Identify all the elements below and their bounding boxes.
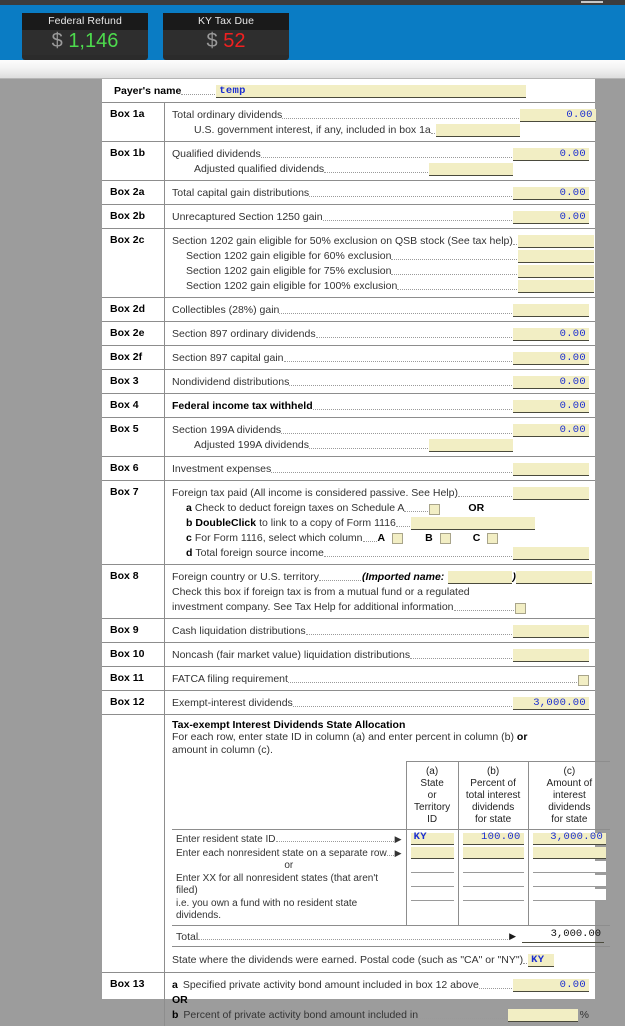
field-value: 0.00 (559, 211, 586, 223)
box-label: Box 12 (110, 696, 145, 708)
box-content (164, 691, 595, 714)
row-label-nonresident (176, 847, 402, 861)
column-c-label: C (472, 532, 481, 544)
leader-dots (387, 848, 394, 856)
line-label: to link to a copy of Form 1116 (259, 517, 396, 529)
payer-name-row (102, 79, 595, 103)
row-label-or: or (284, 860, 294, 871)
kpi-ky-tax-due-label: KY Tax Due (163, 13, 289, 30)
line-label: Section 1202 gain eligible for 75% exclusion (186, 265, 392, 277)
box-row-2c (102, 229, 595, 298)
allocation-content (164, 715, 610, 972)
or-separator: OR (468, 502, 485, 514)
line-label: Section 897 ordinary dividends (172, 328, 316, 340)
row-label-text: Enter each nonresident state on a separate row (176, 847, 387, 859)
allocation-note-or: or (516, 731, 528, 743)
line-label: Noncash (fair market value) liquidation distributions (172, 649, 411, 661)
leader-dots (198, 930, 508, 940)
alloc-row-4-amount-input[interactable] (533, 875, 607, 887)
line-label: Check this box if foreign tax is from a mutual fund or a regulated (172, 586, 470, 598)
column-c-cells (528, 830, 610, 926)
alloc-row-5-percent-input[interactable] (463, 889, 524, 901)
row-label-xx-2: i.e. you own a fund with no resident state dividends. (176, 897, 358, 921)
box-row-2a (102, 181, 595, 205)
box-row-6 (102, 457, 595, 481)
box-7-foreign-tax-paid-input[interactable] (513, 487, 589, 500)
federal-refund-amount: 1,146 (68, 30, 119, 52)
line-label: Section 1202 gain eligible for 60% exclusion (186, 250, 392, 262)
leader-dots (282, 109, 518, 119)
sub-marker-d: d (186, 547, 193, 559)
line-label: Percent of private activity bond amount included in (183, 1008, 419, 1021)
leader-dots (323, 211, 512, 221)
col-b-key: (b) (486, 766, 500, 777)
col-c-l2: interest (552, 790, 586, 801)
box-content (164, 346, 595, 369)
box-label: Box 2e (110, 327, 145, 339)
box-label: Box 8 (110, 570, 139, 582)
line-label: Foreign country or U.S. territory (172, 571, 320, 583)
box-10-noncash-liquidation-input[interactable] (513, 649, 589, 662)
arrow-icon: ▶ (394, 847, 402, 858)
box-row-9 (102, 619, 595, 643)
kpi-federal-refund-label: Federal Refund (22, 13, 148, 30)
alloc-row-1-amount-input[interactable] (533, 833, 607, 845)
box-content (164, 298, 595, 321)
box-row-2b (102, 205, 595, 229)
box-content (164, 370, 595, 393)
box-8-imported-name-input[interactable] (448, 571, 512, 584)
leader-dots (289, 376, 512, 386)
state-allocation-table (172, 761, 610, 926)
line-label: Check to deduct foreign taxes on Schedule A (194, 502, 405, 514)
field-value: 0.00 (559, 148, 586, 160)
alloc-row-1-state-input[interactable] (411, 833, 454, 845)
line-label: Exempt-interest dividends (172, 697, 293, 709)
line-label: Adjusted 199A dividends (194, 439, 310, 451)
or-separator: OR (172, 993, 188, 1006)
line-label: Qualified dividends (172, 148, 261, 160)
kpi-federal-refund-value (22, 30, 148, 55)
minimize-icon[interactable] (581, 1, 603, 3)
box-content (164, 394, 595, 417)
line-label: Cash liquidation distributions (172, 625, 306, 637)
column-a-label: A (377, 532, 386, 544)
box-row-7 (102, 481, 595, 565)
box-row-5 (102, 418, 595, 457)
leader-dots (284, 352, 513, 362)
line-label: Total ordinary dividends (172, 109, 283, 121)
box-label: Box 2d (110, 303, 146, 315)
box-label: Box 7 (110, 486, 139, 498)
field-value: 0.00 (559, 328, 586, 340)
box-content (164, 142, 595, 180)
box-label: Box 11 (110, 672, 144, 684)
box-row-2e (102, 322, 595, 346)
box-label: Box 2a (110, 186, 145, 198)
line-label: Specified private activity bond amount included in box 12 above (182, 978, 479, 991)
box-label: Box 1b (110, 147, 146, 159)
box-label: Box 2c (110, 234, 145, 246)
line-label: Collectibles (28%) gain (172, 304, 280, 316)
percent-sign: % (579, 1008, 589, 1021)
line-label: U.S. government interest, if any, included in box 1a (194, 124, 431, 136)
box-2f-897-capital-gain-input[interactable] (513, 352, 589, 365)
line-label: Adjusted qualified dividends (194, 163, 325, 175)
box-row-11 (102, 667, 595, 691)
leader-dots (479, 979, 512, 989)
box-11-fatca-checkbox[interactable] (578, 675, 589, 686)
row-label-xx-1: Enter XX for all nonresident states (that aren't filed) (176, 872, 379, 896)
refund-banner (0, 5, 625, 60)
toolbar-strip (0, 60, 625, 79)
leader-dots (454, 601, 514, 611)
line-label: FATCA filing requirement (172, 673, 288, 685)
total-label: Total (176, 930, 199, 943)
box-content (164, 565, 598, 618)
leader-dots (431, 124, 435, 134)
box-2c-1202-60pct-input[interactable] (518, 250, 594, 263)
currency-symbol: $ (206, 30, 218, 52)
box-13b-private-activity-bond-percent-input[interactable] (508, 1009, 578, 1022)
col-a-l4: ID (427, 814, 438, 825)
alloc-row-2-percent-input[interactable] (463, 847, 524, 859)
box-7c-column-a-checkbox[interactable] (392, 533, 403, 544)
payer-name-cell (102, 79, 595, 102)
alloc-row-2-state-input[interactable] (411, 847, 454, 859)
kpi-ky-tax-due-value (163, 30, 289, 55)
field-value: 0.00 (559, 187, 586, 199)
col-a-l3: Territory (414, 802, 451, 813)
sub-marker-b: b (186, 517, 193, 529)
leader-dots (306, 625, 512, 635)
header-spacer-cell (172, 762, 406, 830)
box-5-199a-dividends-input[interactable] (513, 424, 589, 437)
doubleclick-label: DoubleClick (195, 517, 257, 529)
alloc-row-4-state-input[interactable] (411, 875, 454, 887)
leader-dots (271, 463, 512, 473)
line-label: Unrecaptured Section 1250 gain (172, 211, 323, 223)
box-label: Box 4 (110, 399, 139, 411)
payer-name-value: temp (219, 85, 246, 97)
box-content (164, 619, 595, 642)
box-13a-private-activity-bond-amount-input[interactable] (513, 979, 589, 992)
row-labels-cell (172, 830, 406, 926)
leader-dots (293, 697, 512, 707)
col-a-l2: or (427, 790, 437, 801)
sub-marker-c: c (186, 532, 192, 544)
allocation-title: Tax-exempt Interest Dividends State Allocation (172, 719, 406, 731)
col-c-stack (529, 830, 611, 906)
line-label: Section 199A dividends (172, 424, 282, 436)
line-label: Investment expenses (172, 463, 272, 475)
form-canvas (0, 79, 625, 1021)
box-1a-us-govt-interest-input[interactable] (436, 124, 520, 137)
currency-symbol: $ (51, 30, 63, 52)
leader-dots (313, 400, 512, 410)
field-value: 0.00 (559, 400, 586, 412)
kpi-ky-tax-due[interactable] (163, 13, 289, 60)
field-value: 0.00 (566, 109, 593, 121)
leader-dots (279, 304, 512, 314)
arrow-icon: ▶ (509, 930, 517, 941)
box-6-investment-expenses-input[interactable] (513, 463, 589, 476)
box-row-10 (102, 643, 595, 667)
leader-dots (458, 487, 512, 497)
leader-dots (418, 1009, 507, 1019)
row-labels (172, 830, 406, 925)
leader-dots (513, 235, 517, 245)
box-row-3 (102, 370, 595, 394)
leader-dots (391, 265, 516, 275)
leader-dots (261, 148, 512, 158)
box-row-8 (102, 565, 595, 619)
column-b-cells (458, 830, 528, 926)
line-label: Section 1202 gain eligible for 100% exclusion (186, 280, 398, 292)
leader-dots (324, 547, 512, 557)
line-label: Federal income tax withheld (172, 400, 313, 412)
alloc-row-3-state-input[interactable] (411, 861, 454, 873)
row-label-resident (176, 833, 402, 847)
column-header-b (458, 762, 528, 830)
box-2c-1202-50pct-input[interactable] (518, 235, 594, 248)
box-2e-897-ordinary-dividends-input[interactable] (513, 328, 589, 341)
box-7c-column-b-checkbox[interactable] (440, 533, 451, 544)
col-c-l3: dividends (548, 802, 591, 813)
box-content (164, 322, 595, 345)
alloc-row-5-state-input[interactable] (411, 889, 454, 901)
field-value: 3,000.00 (533, 697, 586, 709)
box-label: Box 3 (110, 375, 139, 387)
leader-dots (397, 280, 517, 290)
field-value: 0.00 (559, 376, 586, 388)
box-1a-total-ordinary-dividends-input[interactable] (520, 109, 596, 122)
col-a-stack (407, 830, 458, 906)
alloc-row-1-percent-input[interactable] (463, 833, 524, 845)
leader-dots (288, 673, 577, 683)
dividends-state-postal-input[interactable] (528, 954, 554, 967)
allocation-total-row (172, 926, 610, 947)
box-content (164, 667, 595, 690)
allocation-total-value (522, 927, 604, 943)
box-row-1b (102, 142, 595, 181)
allocation-note-line1: For each row, enter state ID in column (a) and enter percent in column (b) (172, 731, 517, 743)
sub-marker-b: b (172, 1008, 179, 1021)
ky-tax-due-amount: 52 (223, 30, 246, 52)
leader-dots (404, 502, 428, 512)
leader-dots (319, 571, 361, 581)
alloc-row-2-amount-input[interactable] (533, 847, 607, 859)
leader-dots (363, 532, 377, 542)
field-value: KY (531, 953, 545, 966)
leader-dots (276, 834, 394, 842)
leader-dots (281, 424, 512, 434)
imported-name-close-paren: ) (512, 571, 516, 583)
arrow-icon: ▶ (394, 834, 402, 844)
box-content (164, 205, 595, 228)
box-row-12 (102, 691, 595, 715)
leader-dots (309, 439, 428, 449)
box-label: Box 2f (110, 351, 143, 363)
kpi-federal-refund[interactable] (22, 13, 148, 60)
box-row-2d (102, 298, 595, 322)
line-label: Section 897 capital gain (172, 352, 284, 364)
table-body-row (172, 830, 610, 926)
box-content (164, 229, 600, 297)
box-8-mutual-fund-checkbox[interactable] (515, 603, 526, 614)
alloc-row-4-percent-input[interactable] (463, 875, 524, 887)
box-4-federal-income-tax-withheld-input[interactable] (513, 400, 589, 413)
box-5-adjusted-199a-dividends-input[interactable] (429, 439, 513, 452)
box-row-4 (102, 394, 595, 418)
field-value: 0.00 (559, 424, 586, 436)
line-label: Foreign tax paid (All income is considered passive. See Help) (172, 487, 458, 499)
box-content (164, 418, 595, 456)
leader-dots (309, 187, 512, 197)
leader-dots (396, 517, 410, 527)
alloc-row-3-percent-input[interactable] (463, 861, 524, 873)
postal-code-row (172, 947, 610, 972)
box-8-foreign-country-input[interactable] (516, 571, 592, 584)
leader-dots (181, 85, 215, 95)
state-allocation-section (102, 715, 604, 973)
line-label: For Form 1116, select which column (194, 532, 363, 544)
box-7b-form-1116-link-input[interactable] (411, 517, 535, 530)
sub-marker-a: a (186, 502, 192, 514)
alloc-row-3-amount-input[interactable] (533, 861, 607, 873)
leader-dots (523, 954, 527, 964)
leader-dots (316, 328, 512, 338)
line-label: Section 1202 gain eligible for 50% exclusion on QSB stock (See tax help) (172, 235, 513, 247)
col-c-l1: Amount of (546, 778, 593, 789)
box-label: Box 5 (110, 423, 139, 435)
box-label: Box 13 (110, 977, 145, 990)
box-label: Box 2b (110, 210, 146, 222)
box-label: Box 9 (110, 624, 139, 636)
box-label: Box 1a (110, 108, 145, 120)
field-value: 100.00 (480, 831, 521, 843)
box-7a-schedule-a-checkbox[interactable] (429, 504, 440, 515)
line-label: Nondividend distributions (172, 376, 290, 388)
table-header-row (172, 762, 610, 830)
box-3-nondividend-distributions-input[interactable] (513, 376, 589, 389)
imported-name-label: (Imported name: (362, 571, 445, 583)
column-b-label: B (425, 532, 433, 544)
box-label-empty (102, 715, 164, 972)
field-value: 3,000.00 (550, 831, 604, 843)
box-12-exempt-interest-dividends-input[interactable] (513, 697, 589, 710)
col-a-key: (a) (425, 766, 439, 777)
col-b-l4: for state (475, 814, 512, 825)
box-2c-1202-100pct-input[interactable] (518, 280, 594, 293)
col-c-l4: for state (551, 814, 588, 825)
field-value: 3,000.00 (550, 927, 602, 940)
box-content (164, 481, 595, 564)
col-b-l1: Percent of (470, 778, 516, 789)
box-9-cash-liquidation-input[interactable] (513, 625, 589, 638)
col-b-l3: dividends (471, 802, 515, 813)
col-b-l2: total interest (465, 790, 521, 801)
box-content (164, 643, 595, 666)
field-value: 0.00 (559, 978, 586, 991)
allocation-note-line2: amount in column (c). (172, 744, 273, 756)
box-label: Box 10 (110, 648, 145, 660)
box-content (164, 973, 595, 1026)
sub-marker-a: a (172, 978, 178, 991)
column-a-cells (406, 830, 458, 926)
box-content (164, 103, 602, 141)
box-2d-collectibles-input[interactable] (513, 304, 589, 317)
box-1b-qualified-dividends-input[interactable] (513, 148, 589, 161)
box-row-13 (102, 973, 595, 1026)
box-content (164, 457, 595, 480)
postal-code-label: State where the dividends were earned. Postal code (such as "CA" or "NY") (172, 953, 524, 966)
row-label-text: Enter resident state ID (176, 834, 276, 845)
allocation-note (172, 731, 610, 757)
box-2c-1202-75pct-input[interactable] (518, 265, 594, 278)
col-b-stack (459, 830, 528, 906)
field-value: KY (413, 831, 427, 843)
col-c-key: (c) (563, 766, 576, 777)
box-label: Box 6 (110, 462, 139, 474)
column-header-a (406, 762, 458, 830)
line-label: Total capital gain distributions (172, 187, 310, 199)
leader-dots (324, 163, 428, 173)
alloc-row-5-amount-input[interactable] (533, 889, 607, 901)
payer-name-label: Payer's name (114, 85, 182, 97)
box-1b-adjusted-qualified-dividends-input[interactable] (429, 163, 513, 176)
payer-name-input[interactable] (216, 85, 526, 98)
box-row-1a (102, 103, 595, 142)
box-2a-total-capital-gain-input[interactable] (513, 187, 589, 200)
form-1099-div-sheet (102, 79, 604, 1021)
leader-dots (391, 250, 516, 260)
line-label: Total foreign source income (195, 547, 324, 559)
box-2b-unrecaptured-1250-input[interactable] (513, 211, 589, 224)
field-value: 0.00 (559, 352, 586, 364)
box-7d-total-foreign-source-income-input[interactable] (513, 547, 589, 560)
box-7c-column-c-checkbox[interactable] (487, 533, 498, 544)
box-row-2f (102, 346, 595, 370)
column-header-c (528, 762, 610, 830)
line-label: investment company. See Tax Help for additional information (172, 601, 454, 613)
leader-dots (410, 649, 512, 659)
box-content (164, 181, 595, 204)
col-a-l1: State (420, 778, 444, 789)
